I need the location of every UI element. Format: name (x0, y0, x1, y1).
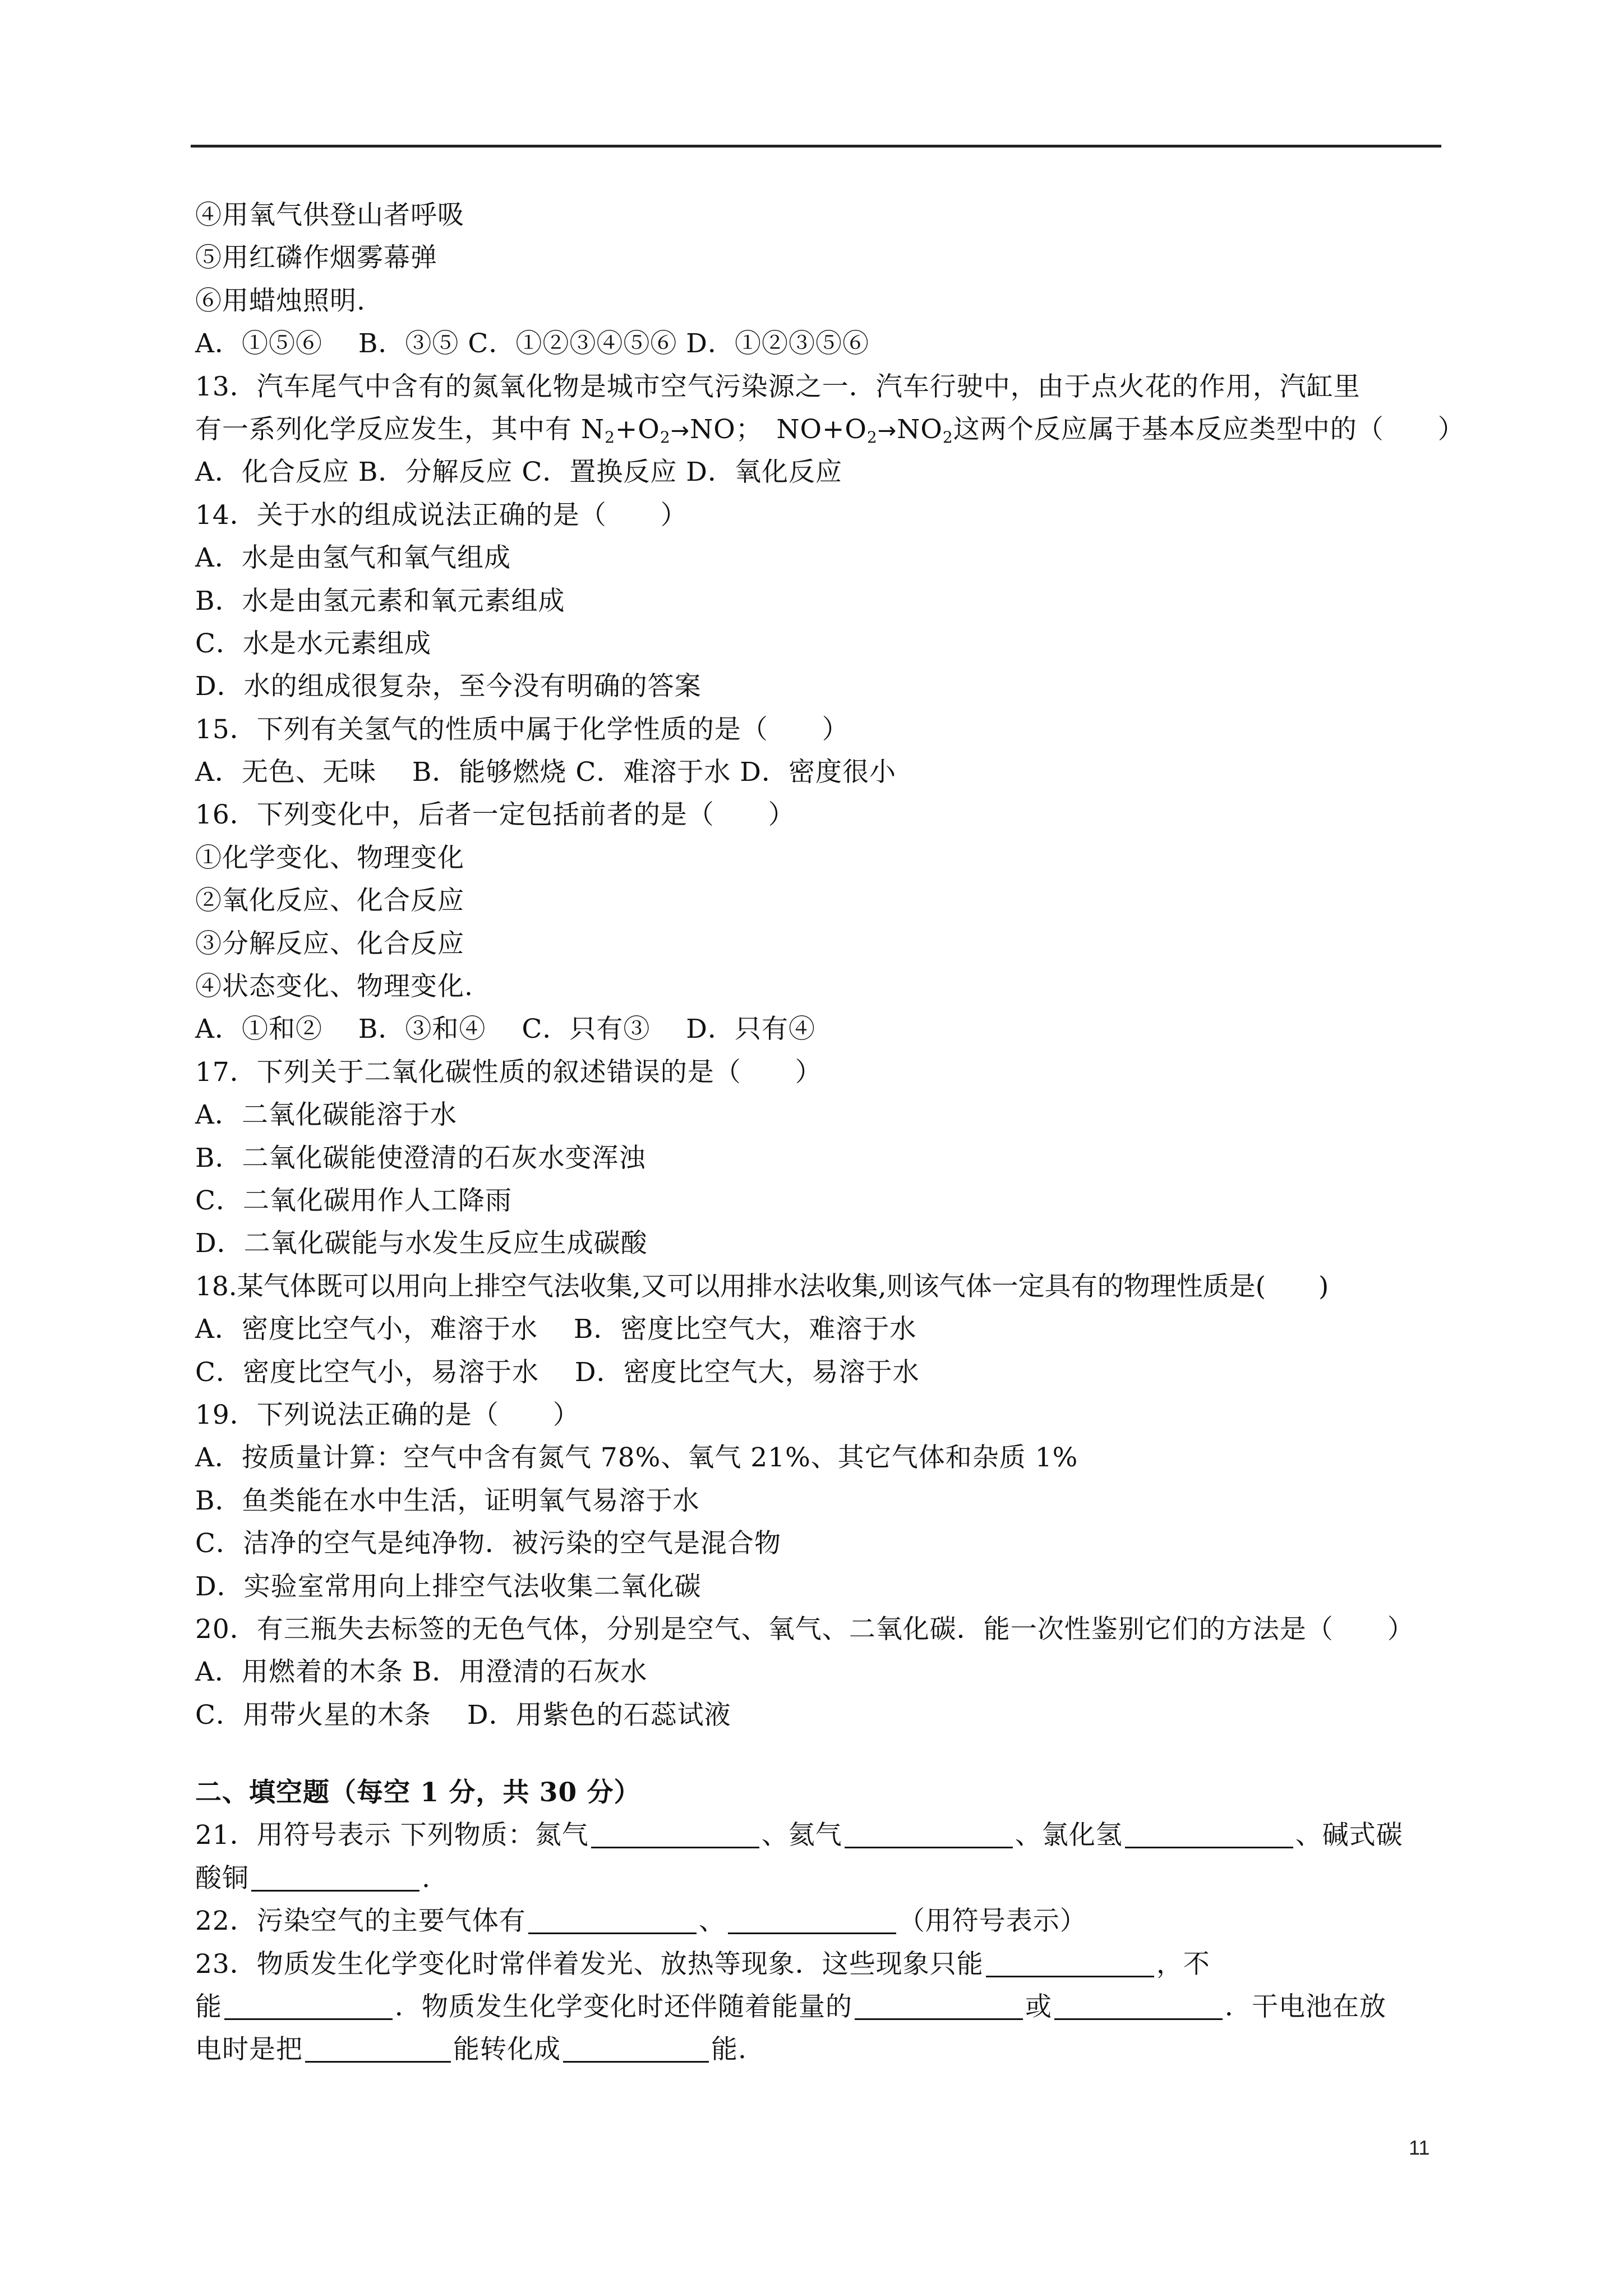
choice-b: B．二氧化碳能使澄清的石灰水变浑浊 (195, 1142, 646, 1174)
text-span: ，不 (1156, 1948, 1210, 1980)
answer-choices: C．用带火星的木条 D．用紫色的石蕊试液 (195, 1699, 731, 1731)
choice-b: B．水是由氢元素和氧元素组成 (195, 585, 565, 616)
choice-b: B．鱼类能在水中生活，证明氧气易溶于水 (195, 1485, 700, 1516)
answer-choices: A．无色、无味 B．能够燃烧 C．难溶于水 D．密度很小 (195, 757, 896, 788)
choice-d: D．二氧化碳能与水发生反应生成碳酸 (195, 1228, 648, 1259)
option-line: ⑤用红磷作烟雾幕弹 (195, 242, 437, 274)
question-23-continued (195, 2028, 1451, 2071)
choice-c: C．洁净的空气是纯净物．被污染的空气是混合物 (195, 1528, 781, 1559)
text-span: NO (897, 413, 943, 445)
question-23 (195, 1943, 1451, 1986)
section-spacer (195, 1737, 1451, 1772)
subscript: 2 (942, 427, 953, 447)
text-span: 能. (711, 2034, 747, 2065)
choice-c: C．水是水元素组成 (195, 628, 431, 659)
answer-choices: A．密度比空气小，难溶于水 B．密度比空气大，难溶于水 (195, 1314, 917, 1345)
answer-choices: A．化合反应 B．分解反应 C．置换反应 D．氧化反应 (195, 457, 842, 488)
header-rule (191, 145, 1441, 148)
statement-3: ③分解反应、化合反应 (195, 928, 464, 959)
arrow-icon: → (670, 417, 690, 444)
question-20: 20．有三瓶失去标签的无色气体，分别是空气、氧气、二氧化碳．能一次性鉴别它们的方法是（ ） (195, 1613, 1414, 1645)
question-14: 14．关于水的组成说法正确的是（ ） (195, 499, 688, 531)
text-span: 、氦气 (761, 1820, 842, 1851)
answer-blank[interactable] (251, 1864, 419, 1892)
subscript: 2 (660, 427, 671, 447)
answer-choices: C．密度比空气小，易溶于水 D．密度比空气大，易溶于水 (195, 1356, 920, 1388)
text-span: +O (615, 413, 660, 445)
choice-d: D．实验室常用向上排空气法收集二氧化碳 (195, 1571, 702, 1602)
text-span: 21．用符号表示 下列物质：氮气 (195, 1820, 589, 1851)
document-body (195, 194, 1465, 2072)
answer-blank[interactable] (528, 1907, 697, 1934)
text-span: 电时是把 (195, 2034, 303, 2065)
question-15: 15．下列有关氢气的性质中属于化学性质的是（ ） (195, 714, 849, 745)
choice-a: A．二氧化碳能溶于水 (195, 1099, 457, 1131)
choice-d: D．水的组成很复杂，至今没有明确的答案 (195, 671, 702, 702)
subscript: 2 (605, 427, 615, 447)
question-16: 16．下列变化中，后者一定包括前者的是（ ） (195, 799, 795, 831)
text-span: 酸铜 (195, 1862, 249, 1894)
option-line: ⑥用蜡烛照明. (195, 285, 366, 316)
question-18: 18.某气体既可以用向上排空气法收集,又可以用排水法收集,则该气体一定具有的物理性质是( ) (195, 1271, 1329, 1302)
statement-4: ④状态变化、物理变化. (195, 971, 473, 1002)
answer-blank[interactable] (563, 2035, 709, 2063)
answer-blank[interactable] (845, 1821, 1013, 1848)
answer-blank[interactable] (224, 1993, 393, 2020)
text-span: 、氯化氢 (1015, 1820, 1123, 1851)
question-19: 19．下列说法正确的是（ ） (195, 1399, 580, 1430)
text-span: NO； NO+O (690, 413, 867, 445)
text-span: 或 (1025, 1991, 1052, 2023)
choice-c: C．二氧化碳用作人工降雨 (195, 1185, 512, 1216)
choice-a: A．水是由氢气和氧气组成 (195, 542, 511, 574)
choice-a: A．按质量计算：空气中含有氮气 78%、氧气 21%、其它气体和杂质 1% (195, 1442, 1078, 1474)
answer-blank[interactable] (855, 1993, 1023, 2020)
question-21 (195, 1814, 1451, 1857)
page-number: 11 (1409, 2136, 1430, 2159)
text-span: 、碱式碳 (1295, 1820, 1403, 1851)
question-17: 17．下列关于二氧化碳性质的叙述错误的是（ ） (195, 1056, 822, 1088)
text-span: 23．物质发生化学变化时常伴着发光、放热等现象．这些现象只能 (195, 1948, 984, 1980)
text-span: 有一系列化学反应发生，其中有 N (195, 413, 605, 445)
question-22 (195, 1900, 1451, 1943)
answer-blank[interactable] (305, 2035, 451, 2063)
text-span: ．物质发生化学变化时还伴随着能量的 (395, 1991, 852, 2023)
section-title: 二、填空题（每空 1 分，共 30 分） (195, 1777, 641, 1809)
statement-2: ②氧化反应、化合反应 (195, 885, 464, 917)
subscript: 2 (866, 427, 878, 447)
text-span: . (422, 1862, 431, 1894)
text-span: 能转化成 (453, 2034, 561, 2065)
arrow-icon: → (877, 417, 897, 444)
question-23-continued (195, 1986, 1451, 2028)
answer-blank[interactable] (1125, 1821, 1293, 1848)
text-span: （用符号表示） (898, 1906, 1087, 1937)
answer-blank[interactable] (728, 1907, 896, 1934)
text-span: 、 (698, 1906, 726, 1937)
text-span: 能 (195, 1991, 222, 2023)
text-span: 这两个反应属于基本反应类型中的（ ） (953, 413, 1465, 445)
answer-choices: A．用燃着的木条 B．用澄清的石灰水 (195, 1657, 648, 1688)
question-21-continued (195, 1857, 1451, 1900)
question-13: 13．汽车尾气中含有的氮氧化物是城市空气污染源之一．汽车行驶中，由于点火花的作用，汽缸里 (195, 371, 1361, 402)
question-13-continued (195, 408, 1465, 451)
answer-choices: A．①⑤⑥ B．③⑤ C．①②③④⑤⑥ D．①②③⑤⑥ (195, 328, 869, 360)
text-span: 22．污染空气的主要气体有 (195, 1906, 526, 1937)
answer-choices: A．①和② B．③和④ C．只有③ D．只有④ (195, 1014, 815, 1045)
option-line: ④用氧气供登山者呼吸 (195, 200, 464, 231)
answer-blank[interactable] (591, 1821, 759, 1848)
text-span: ．干电池在放 (1225, 1991, 1386, 2023)
statement-1: ①化学变化、物理变化 (195, 842, 464, 873)
answer-blank[interactable] (986, 1950, 1154, 1977)
answer-blank[interactable] (1054, 1993, 1223, 2020)
